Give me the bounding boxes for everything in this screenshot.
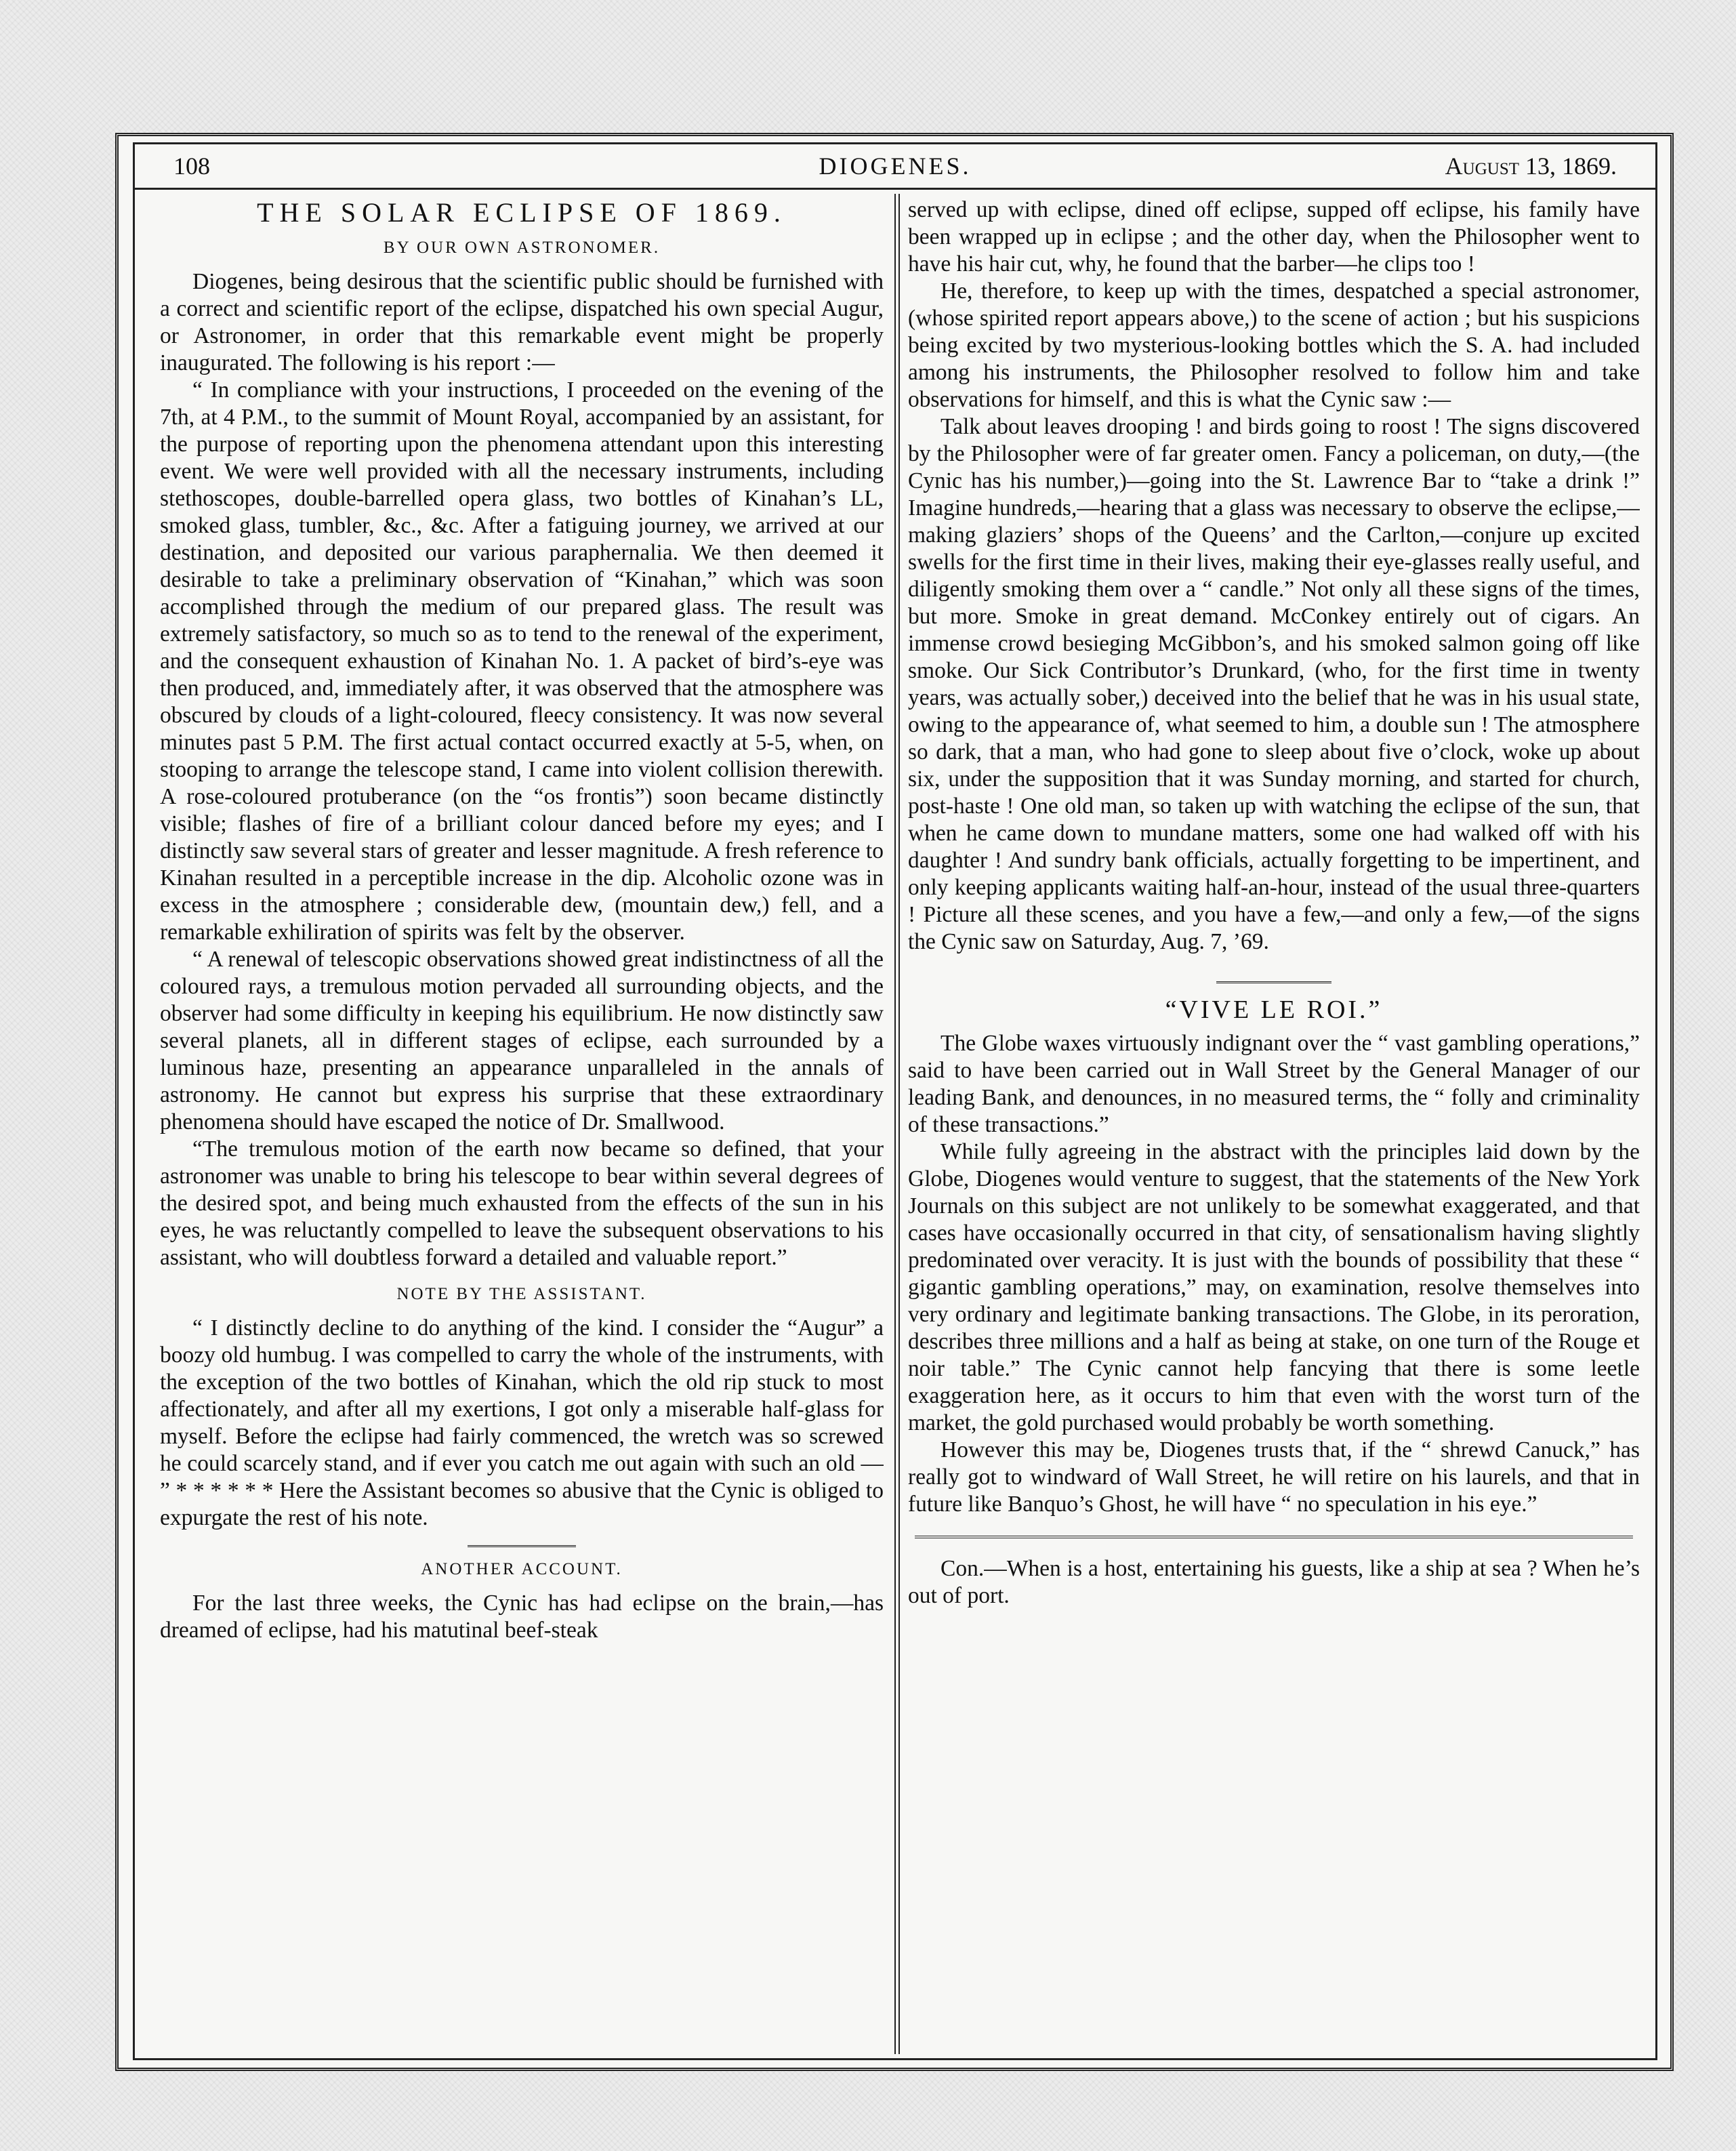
article-title: “VIVE LE ROI.” <box>1165 996 1383 1024</box>
right-column <box>908 197 1640 2053</box>
paragraph: He, therefore, to keep up with the times, despatched a special astronomer, (whose spirited report appears above,) to the scene of action ; but his suspicions being excited by two mysterious-looking bottles which the S. A. had included among his instruments, the Philosopher resolved to follow him and take observations for himself, and this is what the Cynic saw :— <box>908 279 1640 412</box>
paragraph: However this may be, Diogenes trusts that, if the “ shrewd Canuck,” has really got to windward of Wall Street, he will retire on his laurels, and that in future like Banquo’s Ghost, he will have “ no speculation in his eye.” <box>908 1437 1640 1517</box>
paragraph: “ I distinctly decline to do anything of the kind. I consider the “Augur” a boozy old humbug. I was compelled to carry the whole of the instruments, with the exception of the two bottles of Kinahan, which the old rip stuck to most affectionately, and after all my exertions, I got only a miserable half-glass for myself. Before the eclipse had fairly commenced, the wretch was so screwed he could scarcely stand, and if ever you catch me out again with such an old — ” * * * * * * Here the Assistant becomes so abusive that the Cynic is obliged to expurgate the rest of his note. <box>160 1315 884 1530</box>
section-rule <box>915 1536 1633 1540</box>
paragraph: The Globe waxes virtuously indignant over the “ vast gambling operations,” said to have been carried out in Wall Street by the General Manager of our leading Bank, and denounces, in no measured terms, the “ folly and criminality of these transactions.” <box>908 1031 1640 1137</box>
section-heading: ANOTHER ACCOUNT. <box>421 1560 623 1578</box>
paragraph: While fully agreeing in the abstract with the principles laid down by the Globe, Diogenes would venture to suggest, that the statements of the New York Journals on this subject are not unlikely to be somewhat exaggerated, and that cases have occasionally occurred in that city, of sensationalism having slightly predominated over veracity. It is just with the bounds of possibility that these “ gigantic gambling operations,” may, on examination, resolve themselves into very ordinary and legitimate banking transactions. The Globe, in its peroration, describes three millions and a half as being at stake, on one turn of the Rouge et noir table.” The Cynic cannot help fancying that there is some leetle exaggeration here, as it occurs to him that even with the worst turn of the market, the gold purchased would probably be worth something. <box>908 1139 1640 1435</box>
conundrum: Con.—When is a host, entertaining his guests, like a ship at sea ? When he’s out of port. <box>908 1556 1640 1608</box>
running-header <box>133 142 1657 190</box>
paragraph: served up with eclipse, dined off eclipse, supped off eclipse, his family have been wrapped up in eclipse ; and the other day, when the Philosopher went to have his hair cut, why, he found that the barber—he clips too ! <box>908 197 1640 276</box>
paragraph: “ In compliance with your instructions, I proceeded on the evening of the 7th, at 4 P.M., to the summit of Mount Royal, accompanied by an assistant, for the purpose of reporting upon the phenomena attendant upon this interesting event. We were well provided with all the necessary instruments, including stethoscopes, double-barrelled opera glass, two bottles of Kinahan’s LL, smoked glass, tumbler, &c., &c. After a fatiguing journey, we arrived at our destination, and deposited our various paraphernalia. We then deemed it desirable to take a preliminary observation of “Kinahan,” which was soon accomplished through the medium of our prepared glass. The result was extremely satisfactory, so much so as to tend to the renewal of the experiment, and the consequent exhaustion of Kinahan No. 1. A packet of bird’s-eye was then produced, and, immediately after, it was observed that the atmosphere was obscured by clouds of a light-coloured, fleecy consistency. It was now several minutes past 5 P.M. The first actual contact occurred exactly at 5-5, when, on stooping to arrange the telescope stand, I came into violent collision therewith. A rose-coloured protuberance (on the “os frontis”) soon became distinctly visible; flashes of fire of a brilliant colour danced before my eyes; and I distinctly saw several stars of greater and lesser magnitude. A fresh reference to Kinahan resulted in a perceptible increase in the dip. Alcoholic ozone was in excess in the atmosphere ; considerable dew, (mountain dew,) fell, and a remarkable exhiliration of spirits was felt by the observer. <box>160 377 884 945</box>
issue-date: August 13, 1869. <box>1445 152 1617 180</box>
paragraph: Talk about leaves drooping ! and birds going to roost ! The signs discovered by the Philosopher were of far greater omen. Fancy a policeman, on duty,—(the Cynic has his number,)—going into the St. Lawrence Bar to “take a drink !” Imagine hundreds,—hearing that a glass was necessary to observe the eclipse,—making glaziers’ shops of the Queens’ and the Carlton,—conjure up excited swells for the first time in their lives, making their eye-glasses really useful, and diligently smoking them over a “ candle.” Not only all these signs of the times, but more. Smoke in great demand. McConkey entirely out of cigars. An immense crowd besieging McGibbon’s, and his smoked salmon going off like smoke. Our Sick Contributor’s Drunkard, (who, for the first time in twenty years, was actually sober,) deceived into the belief that he was in his usual state, owing to the appearance of, what seemed to him, a double sun ! The atmosphere so dark, that a man, who had gone to sleep about five o’clock, woke up about six, under the supposition that it was Sunday morning, and started for church, post-haste ! One old man, so taken up with watching the eclipse of the sun, that when he came down to mundane matters, some one had walked off with his daughter ! And sundry bank officials, actually forgetting to be impertinent, and only keeping applicants waiting half-an-hour, instead of the usual three-quarters ! Picture all these scenes, and you have a few,—and only a few,—of the signs the Cynic saw on Saturday, Aug. 7, ’69. <box>908 414 1640 954</box>
section-rule <box>468 1545 576 1549</box>
section-heading: NOTE BY THE ASSISTANT. <box>396 1285 647 1303</box>
paragraph: For the last three weeks, the Cynic has had eclipse on the brain,—has dreamed of eclipse, had his matutinal beef-steak <box>160 1591 884 1643</box>
section-rule <box>1216 981 1331 985</box>
paragraph: “The tremulous motion of the earth now became so defined, that your astronomer was unable to bring his telescope to bear within several degrees of the desired spot, and being much exhausted from the effects of the sun in his eyes, he was reluctantly compelled to leave the subsequent observations to his assistant, who will doubtless forward a detailed and valuable report.” <box>160 1136 884 1270</box>
paragraph: “ A renewal of telescopic observations showed great indistinctness of all the coloured rays, a tremulous motion pervaded all surrounding objects, and the observer had some difficulty in keeping his equilibrium. He now distinctly saw several planets, all in different stages of eclipse, each surrounded by a luminous haze, presenting an appearance unparalleled in the annals of astronomy. He cannot but express his surprise that these extraordinary phenomena should have escaped the notice of Dr. Smallwood. <box>160 947 884 1134</box>
article-title: THE SOLAR ECLIPSE OF 1869. <box>257 197 787 228</box>
article-byline: BY OUR OWN ASTRONOMER. <box>383 239 661 257</box>
paragraph: Diogenes, being desirous that the scientific public should be furnished with a correct and scientific report of the eclipse, dispatched his own special Augur, or Astronomer, in order that this remarkable event might be properly inaugurated. The following is his report :— <box>160 269 884 375</box>
page-number: 108 <box>173 152 210 180</box>
journal-title: DIOGENES. <box>819 152 972 180</box>
left-column <box>160 197 884 2053</box>
column-divider <box>894 194 900 2054</box>
